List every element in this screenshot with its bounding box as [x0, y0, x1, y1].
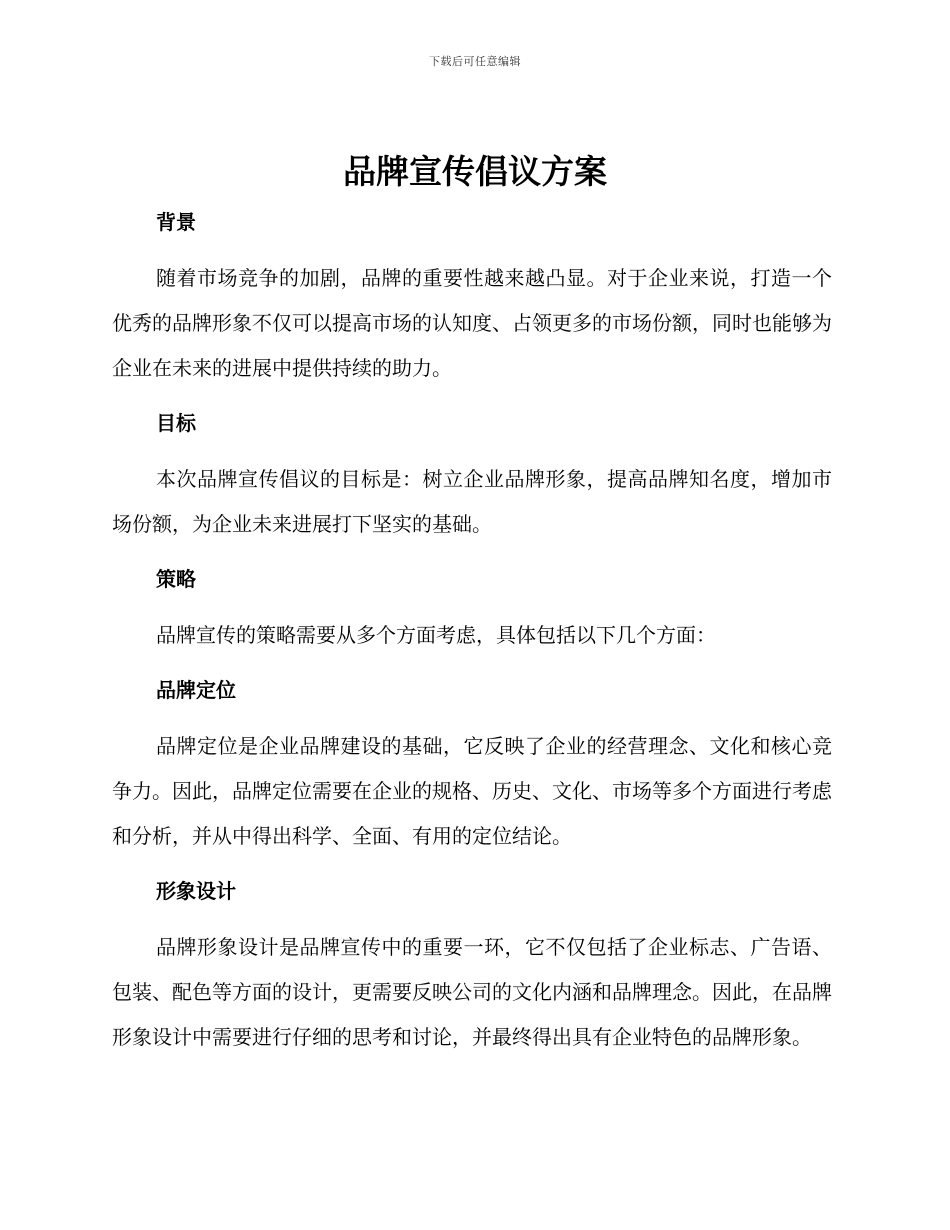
section-heading-background: 背景 — [156, 210, 196, 234]
section-paragraph-brand-positioning: 品牌定位是企业品牌建设的基础，它反映了企业的经营理念、文化和核心竞争力。因此，品牌定位需要在企业的规格、历史、文化、市场等多个方面进行考虑和分析，并从中得出科学、全面、有用的定位结论。 — [112, 734, 832, 848]
section-heading-brand-positioning: 品牌定位 — [156, 678, 236, 702]
section-paragraph-image-design: 品牌形象设计是品牌宣传中的重要一环，它不仅包括了企业标志、广告语、包装、配色等方面的设计，更需要反映公司的文化内涵和品牌理念。因此，在品牌形象设计中需要进行仔细的思考和讨论，并最终得出具有企业特色的品牌形象。 — [112, 935, 832, 1049]
section-heading-strategy: 策略 — [156, 567, 196, 591]
section-paragraph-strategy: 品牌宣传的策略需要从多个方面考虑，具体包括以下几个方面： — [156, 623, 716, 647]
page-header-note: 下载后可任意编辑 — [429, 55, 521, 68]
section-heading-goal: 目标 — [156, 411, 196, 435]
section-paragraph-goal: 本次品牌宣传倡议的目标是：树立企业品牌形象，提高品牌知名度，增加市场份额，为企业未来进展打下坚实的基础。 — [112, 467, 832, 536]
document-body — [112, 202, 832, 1060]
section-heading-image-design: 形象设计 — [156, 879, 236, 903]
document-title: 品牌宣传倡议方案 — [343, 152, 607, 191]
section-paragraph-background: 随着市场竞争的加剧，品牌的重要性越来越凸显。对于企业来说，打造一个优秀的品牌形象不仅可以提高市场的认知度、占领更多的市场份额，同时也能够为企业在未来的进展中提供持续的助力。 — [112, 266, 832, 380]
